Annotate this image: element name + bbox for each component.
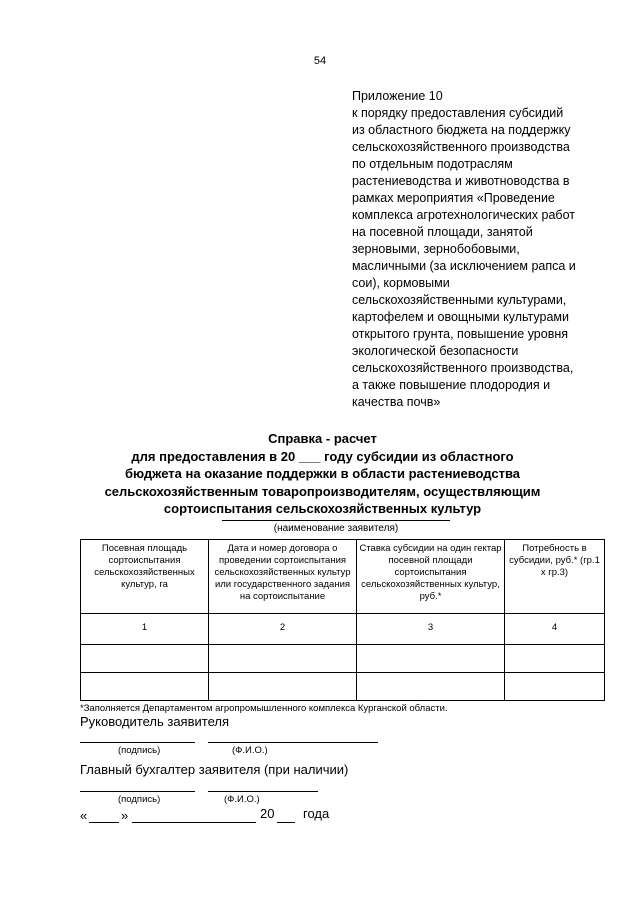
calculation-table [80, 539, 605, 701]
head-signature-caption: (подпись) [118, 745, 161, 756]
date-year-line [277, 822, 295, 823]
accountant-name-caption: (Ф.И.О.) [224, 794, 260, 805]
table-number-cell: 3 [357, 614, 505, 645]
appendix-line: рамках мероприятия «Проведение [352, 191, 555, 205]
head-name-caption: (Ф.И.О.) [232, 745, 268, 756]
title-line: для предоставления в 20 ___ году субсидии из областного [131, 448, 514, 464]
appendix-line: картофелем и овощными культурами [352, 310, 569, 324]
accountant-signature-line [80, 791, 195, 792]
appendix-line: на посевной площади, занятой [352, 225, 533, 239]
table-cell [81, 645, 209, 673]
head-signature-line [80, 742, 195, 743]
date-year-prefix: 20 [260, 806, 275, 821]
table-header-cell: Ставка субсидии на один гектар посевной площади сортоиспытания сельскохозяйственных культур, руб.* [357, 540, 505, 614]
appendix-line: а также повышение плодородия и [352, 378, 551, 392]
table-number-cell: 4 [505, 614, 605, 645]
appendix-line: сельскохозяйственными культурами, [352, 293, 567, 307]
appendix-line: масличными (за исключением рапса и [352, 259, 576, 273]
footnote: *Заполняется Департаментом агропромышленного комплекса Курганской области. [80, 703, 448, 714]
date-close-quote: » [121, 808, 129, 823]
table-row [81, 673, 605, 701]
applicant-name-caption: (наименование заявителя) [273, 523, 399, 534]
table-cell [357, 645, 505, 673]
table-number-row [81, 614, 605, 645]
appendix-line: экологической безопасности [352, 344, 519, 358]
appendix-line: качества почв» [352, 395, 441, 409]
table-header-cell: Потребность в субсидии, руб.* (гр.1 х гр.3) [505, 540, 605, 614]
table-header-row [81, 540, 605, 614]
table-cell [209, 645, 357, 673]
table-row [81, 645, 605, 673]
table-cell [81, 673, 209, 701]
appendix-line: растениеводства и животноводства в [352, 174, 570, 188]
page-number: 54 [313, 55, 327, 67]
table-header-cell: Посевная площадь сортоиспытания сельскохозяйственных культур, га [81, 540, 209, 614]
appendix-line: сои), кормовыми [352, 276, 450, 290]
appendix-block [352, 88, 614, 411]
table-number-cell: 2 [209, 614, 357, 645]
date-month-line [132, 822, 256, 823]
table-number-cell: 1 [81, 614, 209, 645]
appendix-line: комплекса агротехнологических работ [352, 208, 575, 222]
document-title [60, 430, 585, 518]
accountant-signature-caption: (подпись) [118, 794, 161, 805]
head-name-line [208, 742, 378, 743]
appendix-line: открытого грунта, повышение уровня [352, 327, 569, 341]
appendix-line: к порядку предоставления субсидий [352, 106, 564, 120]
title-line: Справка - расчет [268, 431, 377, 446]
appendix-line: сельскохозяйственного производства [352, 140, 570, 154]
head-of-applicant-label: Руководитель заявителя [80, 714, 229, 729]
appendix-line: из областного бюджета на поддержку [352, 123, 571, 137]
appendix-line: зерновыми, зернобобовыми, [352, 242, 520, 256]
chief-accountant-label: Главный бухгалтер заявителя (при наличии) [80, 762, 349, 777]
appendix-line: Приложение 10 [352, 89, 443, 103]
table-cell [357, 673, 505, 701]
accountant-name-line [208, 791, 318, 792]
table-cell [505, 673, 605, 701]
table-cell [505, 645, 605, 673]
title-line: сортоиспытания сельскохозяйственных культур [163, 501, 482, 516]
applicant-name-line [222, 520, 450, 521]
date-open-quote: « [80, 808, 88, 823]
title-line: бюджета на оказание поддержки в области растениеводства [124, 466, 521, 481]
table-header-cell: Дата и номер договора о проведении сортоиспытания сельскохозяйственных культур или государственного задания на сортоиспытание [209, 540, 357, 614]
date-day-line [89, 822, 119, 823]
table-cell [209, 673, 357, 701]
title-line: сельскохозяйственным товаропроизводителям, осуществляющим [104, 483, 541, 499]
date-year-suffix: года [303, 806, 330, 821]
appendix-line: по отдельным подотраслям [352, 157, 513, 171]
appendix-line: сельскохозяйственного производства, [352, 361, 574, 375]
